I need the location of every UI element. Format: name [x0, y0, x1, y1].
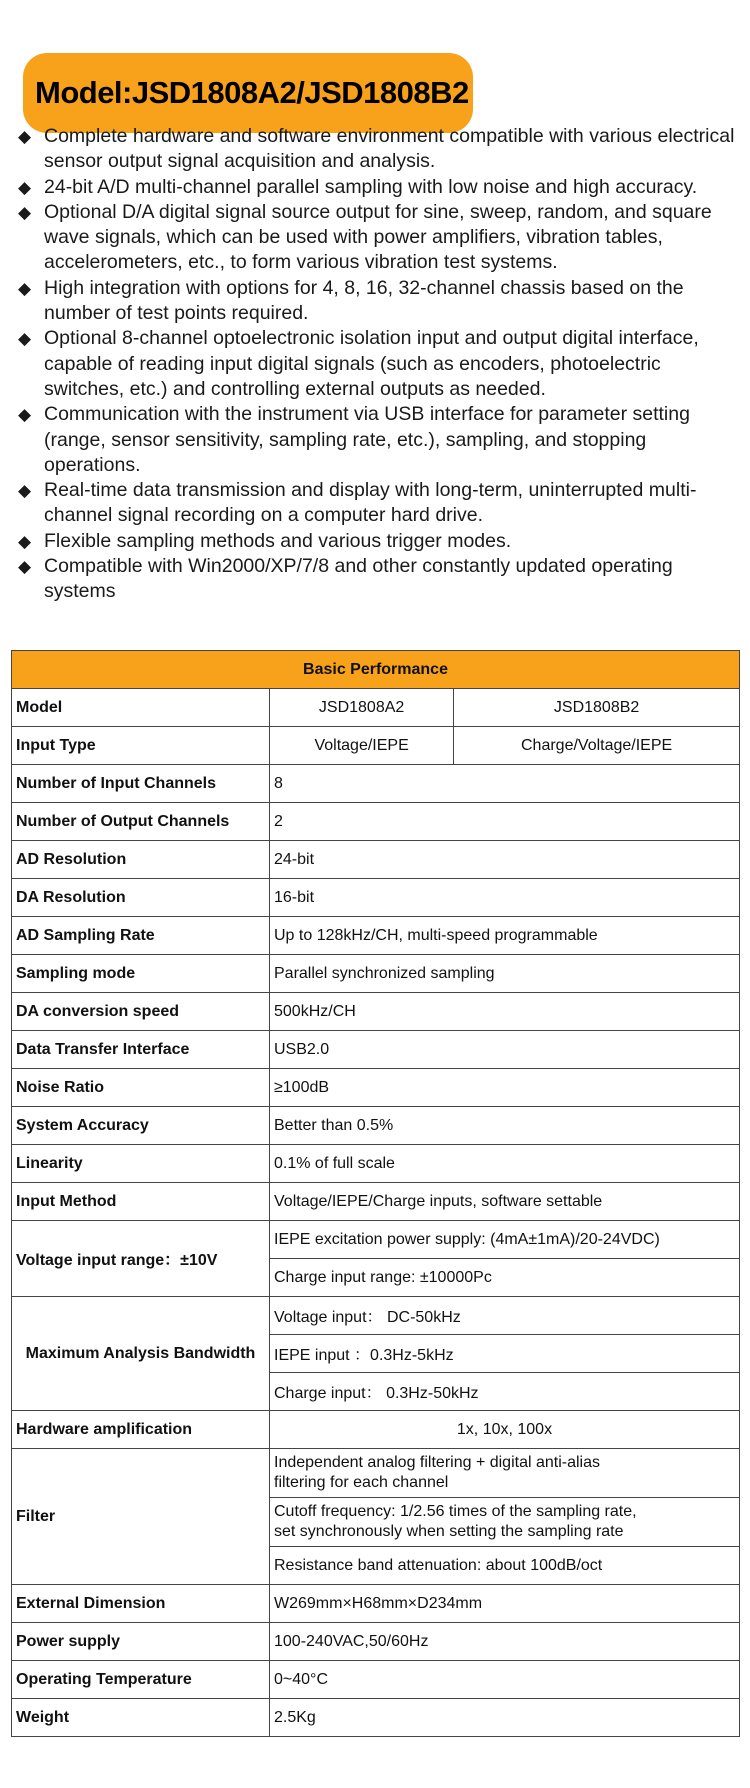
feature-text: Communication with the instrument via USB interface for parameter setting (range, sensor sensitivity, sampling rate, etc.), sampling, and stopping operations. [44, 403, 690, 476]
row-value: Voltage/IEPE/Charge inputs, software settable [270, 1183, 740, 1221]
row-label: Maximum Analysis Bandwidth [12, 1297, 270, 1411]
row-value: Independent analog filtering + digital anti-alias filtering for each channel [270, 1449, 740, 1498]
row-label: Linearity [12, 1145, 270, 1183]
feature-list [18, 124, 744, 605]
feature-item [18, 326, 744, 402]
feature-text: Real-time data transmission and display with long-term, uninterrupted multi-channel signal recording on a computer hard drive. [44, 479, 697, 527]
row-value: 24-bit [270, 841, 740, 879]
table-row [12, 955, 740, 993]
row-label: Model [12, 689, 270, 727]
row-value: Charge/Voltage/IEPE [454, 727, 740, 765]
table-row [12, 1661, 740, 1699]
feature-text: Optional D/A digital signal source output for sine, sweep, random, and square wave signals, which can be used with power amplifiers, vibration tables, accelerometers, etc., to form various vibration test systems. [44, 200, 712, 274]
row-value: USB2.0 [270, 1031, 740, 1069]
feature-item [18, 402, 744, 478]
row-label: Number of Input Channels [12, 765, 270, 803]
table-row [12, 1699, 740, 1737]
row-value: ≥100dB [270, 1069, 740, 1107]
diamond-bullet-icon: ◆ [18, 127, 32, 146]
table-row [12, 803, 740, 841]
feature-text: High integration with options for 4, 8, 16, 32-channel chassis based on the number of test points required. [44, 276, 684, 325]
diamond-bullet-icon: ◆ [18, 329, 32, 349]
row-value: 500kHz/CH [270, 993, 740, 1031]
row-value: Voltage input： DC-50kHz [270, 1297, 740, 1335]
row-value: JSD1808B2 [454, 689, 740, 727]
table-row [12, 993, 740, 1031]
row-label: Input Method [12, 1183, 270, 1221]
row-value: Charge input range: ±10000Pc [270, 1259, 740, 1297]
row-value: Voltage/IEPE [270, 727, 454, 765]
table-row [12, 841, 740, 879]
row-label: Input Type [12, 727, 270, 765]
table-row [12, 765, 740, 803]
table-row [12, 1585, 740, 1623]
table-row [12, 727, 740, 765]
feature-text: 24-bit A/D multi-channel parallel sampling with low noise and high accuracy. [44, 175, 698, 198]
table-row [12, 1449, 740, 1498]
row-value: 2.5Kg [270, 1699, 740, 1737]
row-value: Resistance band attenuation: about 100dB/oct [270, 1547, 740, 1585]
model-title-banner [23, 53, 473, 133]
table-header: Basic Performance [12, 651, 740, 689]
row-value: 16-bit [270, 879, 740, 917]
feature-item [18, 175, 744, 200]
feature-text: Complete hardware and software environment compatible with various electrical sensor output signal acquisition and analysis. [44, 125, 735, 173]
row-value: 0~40°C [270, 1661, 740, 1699]
row-label: DA Resolution [12, 879, 270, 917]
feature-text: Compatible with Win2000/XP/7/8 and other constantly updated operating systems [44, 555, 673, 603]
model-title: Model:JSD1808A2/JSD1808B2 [35, 75, 469, 110]
row-label: Voltage input range：±10V [12, 1221, 270, 1297]
feature-item [18, 529, 744, 554]
row-label: Number of Output Channels [12, 803, 270, 841]
table-row [12, 1221, 740, 1259]
row-label: Filter [12, 1449, 270, 1585]
feature-item [18, 554, 744, 605]
row-value: 1x, 10x, 100x [270, 1411, 740, 1449]
basic-performance-table [11, 650, 740, 1737]
table-row [12, 1107, 740, 1145]
table-row [12, 1031, 740, 1069]
table-row [12, 1183, 740, 1221]
row-value: 0.1% of full scale [270, 1145, 740, 1183]
table-row [12, 1069, 740, 1107]
row-label: Weight [12, 1699, 270, 1737]
row-value: JSD1808A2 [270, 689, 454, 727]
table-row [12, 1623, 740, 1661]
row-label: External Dimension [12, 1585, 270, 1623]
row-label: Sampling mode [12, 955, 270, 993]
diamond-bullet-icon: ◆ [18, 278, 32, 298]
table-row [12, 917, 740, 955]
table-row [12, 1411, 740, 1449]
table-row [12, 879, 740, 917]
feature-item [18, 200, 744, 276]
diamond-bullet-icon: ◆ [18, 531, 32, 551]
row-label: AD Sampling Rate [12, 917, 270, 955]
row-value: 8 [270, 765, 740, 803]
diamond-bullet-icon: ◆ [18, 202, 32, 222]
row-value: W269mm×H68mm×D234mm [270, 1585, 740, 1623]
row-label: Data Transfer Interface [12, 1031, 270, 1069]
row-label: DA conversion speed [12, 993, 270, 1031]
diamond-bullet-icon: ◆ [18, 177, 32, 197]
row-label: AD Resolution [12, 841, 270, 879]
table-row [12, 689, 740, 727]
feature-item [18, 124, 744, 175]
feature-text: Flexible sampling methods and various trigger modes. [44, 529, 512, 552]
diamond-bullet-icon: ◆ [18, 557, 32, 577]
diamond-bullet-icon: ◆ [18, 481, 32, 501]
row-label: Operating Temperature [12, 1661, 270, 1699]
feature-text: Optional 8-channel optoelectronic isolation input and output digital interface, capable of reading input digital signals (such as encoders, photoelectric switches, etc.) and controlling external outputs as needed. [44, 327, 699, 400]
row-value: Charge input： 0.3Hz-50kHz [270, 1373, 740, 1411]
table-header-row [12, 651, 740, 689]
row-label: Power supply [12, 1623, 270, 1661]
feature-item [18, 478, 744, 529]
row-label: Hardware amplification [12, 1411, 270, 1449]
row-label: System Accuracy [12, 1107, 270, 1145]
row-value: IEPE excitation power supply: (4mA±1mA)/20-24VDC) [270, 1221, 740, 1259]
row-value: Up to 128kHz/CH, multi-speed programmable [270, 917, 740, 955]
feature-item [18, 276, 744, 327]
row-value: Cutoff frequency: 1/2.56 times of the sampling rate, set synchronously when setting the sampling rate [270, 1498, 740, 1547]
row-value: Parallel synchronized sampling [270, 955, 740, 993]
row-value: IEPE input ：0.3Hz-5kHz [270, 1335, 740, 1373]
row-value: Better than 0.5% [270, 1107, 740, 1145]
row-label: Noise Ratio [12, 1069, 270, 1107]
row-value: 100-240VAC,50/60Hz [270, 1623, 740, 1661]
table-row [12, 1297, 740, 1335]
table-row [12, 1145, 740, 1183]
row-value: 2 [270, 803, 740, 841]
diamond-bullet-icon: ◆ [18, 405, 32, 425]
